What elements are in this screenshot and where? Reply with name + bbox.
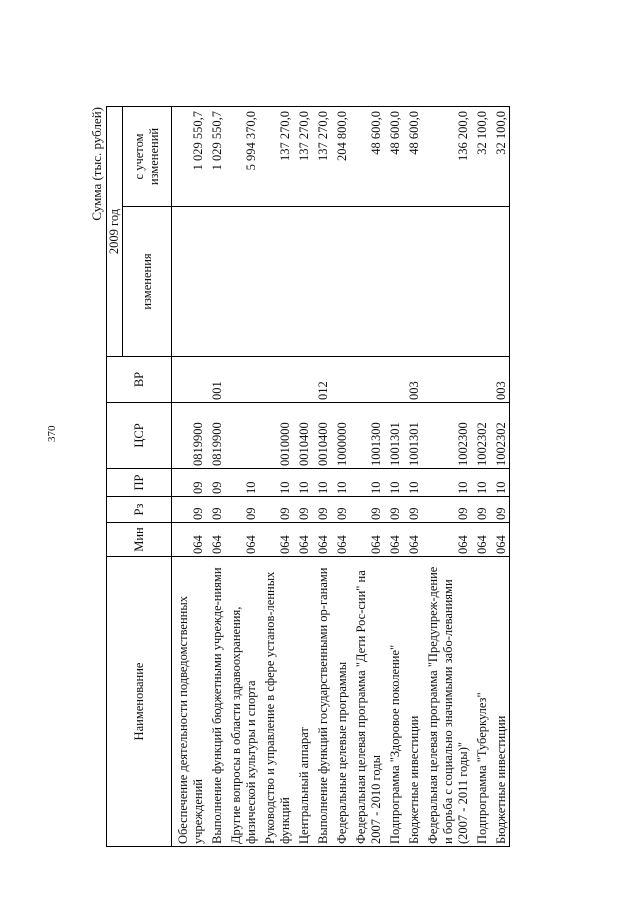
row-total: 137 270,0 (259, 106, 293, 206)
row-changes (403, 207, 422, 357)
row-vr: 003 (490, 357, 510, 403)
row-min: 064 (293, 523, 312, 557)
row-name: Руководство и управление в сфере установ-ленных функций (259, 557, 293, 847)
table-row (172, 106, 207, 846)
row-vr (422, 357, 471, 403)
row-changes (312, 207, 331, 357)
row-min: 064 (206, 523, 225, 557)
row-rz: 09 (471, 497, 490, 523)
row-rz: 09 (422, 497, 471, 523)
table-header (107, 106, 172, 846)
row-vr (350, 357, 384, 403)
row-rz: 09 (490, 497, 510, 523)
table-row (331, 106, 350, 846)
row-changes (293, 207, 312, 357)
row-csr: 0819900 (172, 403, 207, 469)
row-changes (259, 207, 293, 357)
row-min: 064 (422, 523, 471, 557)
row-total: 5 994 370,0 (225, 106, 259, 206)
row-changes (422, 207, 471, 357)
row-changes (384, 207, 403, 357)
row-vr (172, 357, 207, 403)
row-csr: 1001300 (350, 403, 384, 469)
row-vr (259, 357, 293, 403)
row-name: Обеспечение деятельности подведомственных учреждений (172, 557, 207, 847)
row-changes (206, 207, 225, 357)
row-min: 064 (331, 523, 350, 557)
table-row (206, 106, 225, 846)
row-pr: 10 (331, 469, 350, 497)
table-row (490, 106, 510, 846)
row-csr: 1002302 (471, 403, 490, 469)
table-row (293, 106, 312, 846)
row-total: 137 270,0 (312, 106, 331, 206)
row-min: 064 (403, 523, 422, 557)
row-pr: 10 (490, 469, 510, 497)
row-rz: 09 (384, 497, 403, 523)
row-changes (490, 207, 510, 357)
table-row (471, 106, 490, 846)
header-changes: изменения (123, 207, 172, 357)
table-row (350, 106, 384, 846)
row-total: 48 600,0 (350, 106, 384, 206)
row-name: Подпрограмма "Здоровое поколение" (384, 557, 403, 847)
row-name: Выполнение функций бюджетными учрежде-ниями (206, 557, 225, 847)
row-name: Другие вопросы в области здравоохранения, физической культуры и спорта (225, 557, 259, 847)
row-rz: 09 (312, 497, 331, 523)
row-min: 064 (490, 523, 510, 557)
row-total: 1 029 550,7 (206, 106, 225, 206)
row-pr: 10 (350, 469, 384, 497)
row-rz: 09 (206, 497, 225, 523)
header-name: Наименование (107, 557, 172, 847)
row-rz: 09 (350, 497, 384, 523)
row-changes (350, 207, 384, 357)
row-vr: 003 (403, 357, 422, 403)
table-row (403, 106, 422, 846)
row-total: 48 600,0 (384, 106, 403, 206)
row-total: 32 100,0 (471, 106, 490, 206)
table-body (172, 106, 510, 846)
row-name: Федеральная целевая программа "Предупреж-дение и борьба с социально значимыми забо-леваниями (2007 - 2011 годы)" (422, 557, 471, 847)
row-pr: 10 (259, 469, 293, 497)
row-pr: 09 (172, 469, 207, 497)
row-min: 064 (384, 523, 403, 557)
row-total: 136 200,0 (422, 106, 471, 206)
row-changes (225, 207, 259, 357)
row-rz: 09 (259, 497, 293, 523)
header-year: 2009 год (107, 106, 123, 356)
row-changes (331, 207, 350, 357)
header-with-changes: с учетом изменений (123, 106, 172, 206)
row-total: 32 100,0 (490, 106, 510, 206)
row-name: Выполнение функций государственными ор-ганами (312, 557, 331, 847)
row-csr: 0010000 (259, 403, 293, 469)
header-pr: ПР (107, 469, 172, 497)
row-pr: 09 (206, 469, 225, 497)
row-rz: 09 (403, 497, 422, 523)
row-name: Федеральная целевая программа "Дети Рос-сии" на 2007 - 2010 годы (350, 557, 384, 847)
row-vr (384, 357, 403, 403)
row-csr: 0010400 (312, 403, 331, 469)
header-csr: ЦСР (107, 403, 172, 469)
budget-sheet (89, 107, 589, 847)
table-row (422, 106, 471, 846)
row-vr (471, 357, 490, 403)
page-number: 370 (46, 425, 58, 442)
row-name: Подпрограмма "Туберкулез" (471, 557, 490, 847)
header-min: Мин (107, 523, 172, 557)
row-csr: 0819900 (206, 403, 225, 469)
row-total: 1 029 550,7 (172, 106, 207, 206)
row-vr (331, 357, 350, 403)
header-rz: Рз (107, 497, 172, 523)
row-vr (293, 357, 312, 403)
budget-table (106, 106, 510, 847)
row-vr (225, 357, 259, 403)
row-min: 064 (172, 523, 207, 557)
header-vr: ВР (107, 357, 172, 403)
row-rz: 09 (331, 497, 350, 523)
row-pr: 10 (422, 469, 471, 497)
row-vr: 001 (206, 357, 225, 403)
row-total: 48 600,0 (403, 106, 422, 206)
row-name: Федеральные целевые программы (331, 557, 350, 847)
row-csr: 1001301 (403, 403, 422, 469)
row-csr: 1002300 (422, 403, 471, 469)
row-total: 137 270,0 (293, 106, 312, 206)
table-row (259, 106, 293, 846)
row-pr: 10 (312, 469, 331, 497)
table-row (225, 106, 259, 846)
row-min: 064 (471, 523, 490, 557)
row-csr: 1000000 (331, 403, 350, 469)
row-csr: 1001301 (384, 403, 403, 469)
row-pr: 10 (471, 469, 490, 497)
row-rz: 09 (293, 497, 312, 523)
row-vr: 012 (312, 357, 331, 403)
row-pr: 10 (293, 469, 312, 497)
row-min: 064 (312, 523, 331, 557)
unit-caption: Сумма (тыс. рублей) (89, 107, 104, 221)
row-min: 064 (259, 523, 293, 557)
row-pr: 10 (225, 469, 259, 497)
row-name: Центральный аппарат (293, 557, 312, 847)
row-csr (225, 403, 259, 469)
row-rz: 09 (172, 497, 207, 523)
row-min: 064 (225, 523, 259, 557)
row-csr: 1002302 (490, 403, 510, 469)
row-changes (172, 207, 207, 357)
row-name: Бюджетные инвестиции (490, 557, 510, 847)
row-rz: 09 (225, 497, 259, 523)
row-total: 204 800,0 (331, 106, 350, 206)
row-name: Бюджетные инвестиции (403, 557, 422, 847)
row-min: 064 (350, 523, 384, 557)
table-row (312, 106, 331, 846)
row-csr: 0010400 (293, 403, 312, 469)
table-row (384, 106, 403, 846)
row-pr: 10 (384, 469, 403, 497)
row-changes (471, 207, 490, 357)
row-pr: 10 (403, 469, 422, 497)
